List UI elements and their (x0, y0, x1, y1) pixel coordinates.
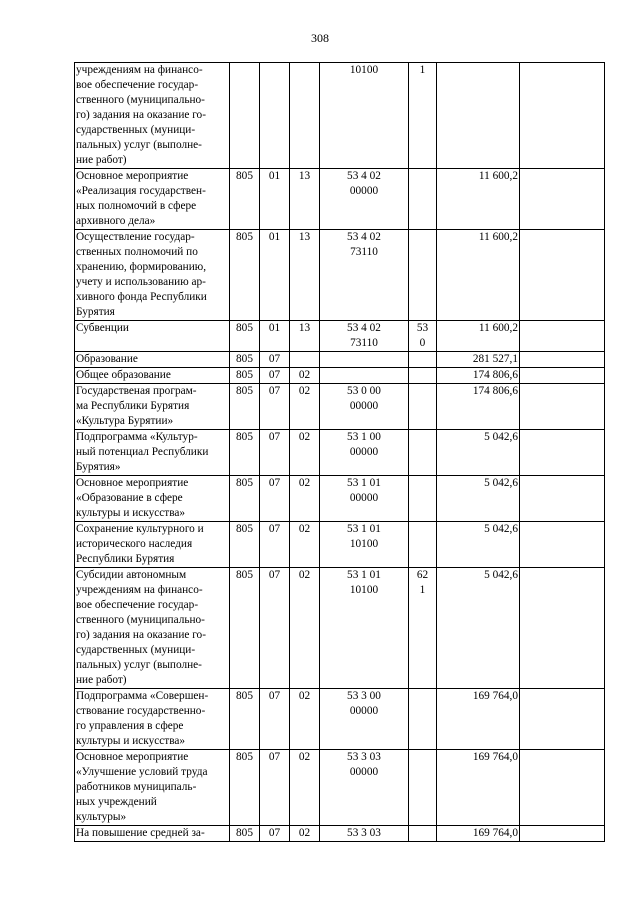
row-name-cell (75, 568, 230, 689)
expense-type-cell (409, 321, 437, 352)
amount-cell-text: 169 764,0 (472, 690, 518, 702)
section-code-cell (260, 368, 290, 384)
amount-cell-text: 169 764,0 (472, 827, 518, 839)
subsection-code-cell (290, 689, 320, 750)
admin-code-cell-text: 805 (236, 170, 253, 182)
expense-type-cell (409, 826, 437, 842)
admin-code-cell-text: 805 (236, 569, 253, 581)
table-row (75, 230, 605, 321)
budget-table (74, 62, 605, 842)
empty-cell (520, 321, 605, 352)
amount-cell-text: 174 806,6 (472, 369, 518, 381)
row-name-cell (75, 368, 230, 384)
table-row (75, 169, 605, 230)
section-code-cell-text: 07 (268, 827, 281, 839)
section-code-cell (260, 169, 290, 230)
row-name-cell (75, 826, 230, 842)
expense-type-cell (409, 63, 437, 169)
admin-code-cell-text: 805 (236, 431, 253, 443)
admin-code-cell-text: 805 (236, 690, 253, 702)
row-name-cell (75, 430, 230, 476)
target-article-cell-text: 53 3 00 00000 (347, 690, 381, 717)
admin-code-cell-text: 805 (236, 369, 253, 381)
row-name-cell-text: Основное мероприятие «Образование в сфере культуры и искусства» (76, 477, 189, 519)
empty-cell (520, 430, 605, 476)
section-code-cell (260, 230, 290, 321)
section-code-cell (260, 568, 290, 689)
amount-cell-text: 281 527,1 (472, 353, 518, 365)
section-code-cell (260, 826, 290, 842)
row-name-cell (75, 750, 230, 826)
expense-type-cell-text: 53 0 (416, 322, 429, 349)
admin-code-cell-text: 805 (236, 827, 253, 839)
table-row (75, 321, 605, 352)
table-row (75, 430, 605, 476)
section-code-cell-text: 07 (268, 751, 281, 763)
section-code-cell (260, 384, 290, 430)
target-article-cell (320, 352, 409, 368)
section-code-cell (260, 63, 290, 169)
empty-cell (520, 169, 605, 230)
target-article-cell (320, 230, 409, 321)
amount-cell-text: 5 042,6 (484, 431, 518, 443)
admin-code-cell (230, 63, 260, 169)
table-row (75, 522, 605, 568)
target-article-cell (320, 384, 409, 430)
amount-cell-text: 5 042,6 (484, 477, 518, 489)
admin-code-cell (230, 169, 260, 230)
row-name-cell-text: Осуществление государ- ственных полномочий по хранению, формированию, учету и использованию ар- хивного фонда Республики Бурятия (76, 231, 207, 318)
admin-code-cell (230, 689, 260, 750)
expense-type-cell-text: 62 1 (416, 569, 429, 596)
amount-cell (437, 430, 520, 476)
subsection-code-cell (290, 750, 320, 826)
budget-table-body (75, 63, 605, 842)
target-article-cell (320, 750, 409, 826)
amount-cell (437, 169, 520, 230)
row-name-cell (75, 230, 230, 321)
row-name-cell-text: Подпрограмма «Совершен- ствование государственно- го управления в сфере культуры и искусства» (76, 690, 209, 747)
expense-type-cell (409, 169, 437, 230)
section-code-cell-text: 01 (268, 322, 281, 334)
admin-code-cell (230, 368, 260, 384)
table-row (75, 476, 605, 522)
amount-cell (437, 522, 520, 568)
subsection-code-cell (290, 476, 320, 522)
empty-cell (520, 384, 605, 430)
table-row (75, 368, 605, 384)
page-number: 308 (311, 31, 329, 45)
target-article-cell (320, 689, 409, 750)
admin-code-cell (230, 352, 260, 368)
subsection-code-cell (290, 568, 320, 689)
section-code-cell-text: 07 (268, 369, 281, 381)
row-name-cell (75, 169, 230, 230)
empty-cell (520, 230, 605, 321)
table-row (75, 750, 605, 826)
admin-code-cell-text: 805 (236, 751, 253, 763)
admin-code-cell (230, 826, 260, 842)
subsection-code-cell-text: 13 (298, 322, 311, 334)
subsection-code-cell (290, 368, 320, 384)
amount-cell-text: 11 600,2 (478, 322, 518, 334)
section-code-cell-text: 07 (268, 431, 281, 443)
table-row (75, 384, 605, 430)
target-article-cell-text: 53 3 03 (347, 827, 381, 839)
target-article-cell-text: 53 1 00 00000 (347, 431, 381, 458)
amount-cell (437, 368, 520, 384)
target-article-cell (320, 522, 409, 568)
row-name-cell-text: Основное мероприятие «Улучшение условий труда работников муниципаль- ных учреждений культуры» (76, 751, 208, 823)
empty-cell (520, 522, 605, 568)
row-name-cell (75, 352, 230, 368)
admin-code-cell-text: 805 (236, 385, 253, 397)
row-name-cell (75, 522, 230, 568)
target-article-cell-text: 53 4 02 73110 (347, 322, 381, 349)
target-article-cell (320, 476, 409, 522)
section-code-cell (260, 476, 290, 522)
subsection-code-cell (290, 430, 320, 476)
subsection-code-cell-text: 02 (298, 477, 311, 489)
section-code-cell (260, 430, 290, 476)
amount-cell (437, 230, 520, 321)
subsection-code-cell (290, 230, 320, 321)
row-name-cell-text: Подпрограмма «Культур- ный потенциал Республики Бурятия» (76, 431, 209, 473)
section-code-cell-text: 07 (268, 523, 281, 535)
admin-code-cell (230, 230, 260, 321)
amount-cell (437, 384, 520, 430)
target-article-cell (320, 368, 409, 384)
row-name-cell (75, 476, 230, 522)
row-name-cell-text: Общее образование (76, 369, 171, 381)
amount-cell-text: 5 042,6 (484, 523, 518, 535)
expense-type-cell (409, 476, 437, 522)
admin-code-cell (230, 321, 260, 352)
row-name-cell (75, 321, 230, 352)
amount-cell-text: 11 600,2 (478, 231, 518, 243)
row-name-cell-text: На повышение средней за- (76, 827, 205, 839)
row-name-cell-text: учреждениям на финансо- вое обеспечение государ- ственного (муниципально- го) задания на оказание го- сударственных (муници- пальных) услуг (выполне- ние работ) (76, 64, 206, 166)
section-code-cell-text: 07 (268, 569, 281, 581)
expense-type-cell (409, 230, 437, 321)
amount-cell (437, 352, 520, 368)
section-code-cell (260, 522, 290, 568)
section-code-cell-text: 07 (268, 353, 281, 365)
subsection-code-cell-text: 02 (298, 569, 311, 581)
expense-type-cell (409, 368, 437, 384)
target-article-cell-text: 53 1 01 00000 (347, 477, 381, 504)
row-name-cell (75, 689, 230, 750)
empty-cell (520, 368, 605, 384)
target-article-cell-text: 53 1 01 10100 (347, 569, 381, 596)
subsection-code-cell (290, 384, 320, 430)
subsection-code-cell-text: 13 (298, 231, 311, 243)
row-name-cell-text: Сохранение культурного и исторического наследия Республики Бурятия (76, 523, 204, 565)
amount-cell (437, 826, 520, 842)
subsection-code-cell-text: 02 (298, 827, 311, 839)
admin-code-cell (230, 568, 260, 689)
subsection-code-cell (290, 321, 320, 352)
subsection-code-cell (290, 169, 320, 230)
empty-cell (520, 568, 605, 689)
target-article-cell-text: 53 1 01 10100 (347, 523, 381, 550)
subsection-code-cell-text: 02 (298, 690, 311, 702)
table-row (75, 826, 605, 842)
target-article-cell (320, 169, 409, 230)
target-article-cell (320, 568, 409, 689)
empty-cell (520, 63, 605, 169)
table-row (75, 352, 605, 368)
target-article-cell-text: 53 4 02 73110 (347, 231, 381, 258)
section-code-cell-text: 07 (268, 477, 281, 489)
subsection-code-cell-text: 02 (298, 431, 311, 443)
target-article-cell (320, 826, 409, 842)
admin-code-cell (230, 476, 260, 522)
amount-cell (437, 63, 520, 169)
admin-code-cell (230, 384, 260, 430)
table-row (75, 63, 605, 169)
subsection-code-cell-text: 02 (298, 385, 311, 397)
amount-cell-text: 174 806,6 (472, 385, 518, 397)
row-name-cell-text: Основное мероприятие «Реализация государствен- ных полномочий в сфере архивного дела» (76, 170, 206, 227)
amount-cell (437, 750, 520, 826)
subsection-code-cell (290, 63, 320, 169)
section-code-cell (260, 352, 290, 368)
empty-cell (520, 826, 605, 842)
section-code-cell-text: 01 (268, 231, 281, 243)
amount-cell-text: 11 600,2 (478, 170, 518, 182)
admin-code-cell (230, 750, 260, 826)
amount-cell (437, 476, 520, 522)
target-article-cell (320, 63, 409, 169)
expense-type-cell (409, 568, 437, 689)
target-article-cell-text: 53 3 03 00000 (347, 751, 381, 778)
target-article-cell (320, 321, 409, 352)
subsection-code-cell-text: 02 (298, 369, 311, 381)
admin-code-cell-text: 805 (236, 322, 253, 334)
section-code-cell-text: 07 (268, 385, 281, 397)
row-name-cell (75, 63, 230, 169)
row-name-cell-text: Субсидии автономным учреждениям на финансо- вое обеспечение государ- ственного (муниципально- го) задания на оказание го- сударственных (муници- пальных) услуг (выполне- ние работ) (76, 569, 206, 686)
section-code-cell-text: 01 (268, 170, 281, 182)
admin-code-cell-text: 805 (236, 477, 253, 489)
row-name-cell-text: Субвенции (76, 322, 129, 334)
section-code-cell-text: 07 (268, 690, 281, 702)
subsection-code-cell (290, 522, 320, 568)
subsection-code-cell-text: 02 (298, 523, 311, 535)
row-name-cell-text: Государственая програм- ма Республики Бурятия «Культура Бурятии» (76, 385, 197, 427)
expense-type-cell-text: 1 (419, 64, 426, 76)
expense-type-cell (409, 352, 437, 368)
amount-cell-text: 169 764,0 (472, 751, 518, 763)
section-code-cell (260, 321, 290, 352)
admin-code-cell-text: 805 (236, 231, 253, 243)
admin-code-cell (230, 430, 260, 476)
expense-type-cell (409, 522, 437, 568)
admin-code-cell (230, 522, 260, 568)
expense-type-cell (409, 750, 437, 826)
row-name-cell (75, 384, 230, 430)
subsection-code-cell (290, 352, 320, 368)
admin-code-cell-text: 805 (236, 523, 253, 535)
table-row (75, 568, 605, 689)
target-article-cell-text: 53 0 00 00000 (347, 385, 381, 412)
target-article-cell-text: 53 4 02 00000 (347, 170, 381, 197)
empty-cell (520, 750, 605, 826)
expense-type-cell (409, 689, 437, 750)
row-name-cell-text: Образование (76, 353, 138, 365)
admin-code-cell-text: 805 (236, 353, 253, 365)
target-article-cell (320, 430, 409, 476)
section-code-cell (260, 689, 290, 750)
subsection-code-cell (290, 826, 320, 842)
expense-type-cell (409, 430, 437, 476)
amount-cell (437, 321, 520, 352)
amount-cell (437, 568, 520, 689)
amount-cell (437, 689, 520, 750)
section-code-cell (260, 750, 290, 826)
expense-type-cell (409, 384, 437, 430)
empty-cell (520, 476, 605, 522)
subsection-code-cell-text: 13 (298, 170, 311, 182)
subsection-code-cell-text: 02 (298, 751, 311, 763)
target-article-cell-text: 10100 (349, 64, 379, 76)
empty-cell (520, 689, 605, 750)
empty-cell (520, 352, 605, 368)
table-row (75, 689, 605, 750)
amount-cell-text: 5 042,6 (484, 569, 518, 581)
